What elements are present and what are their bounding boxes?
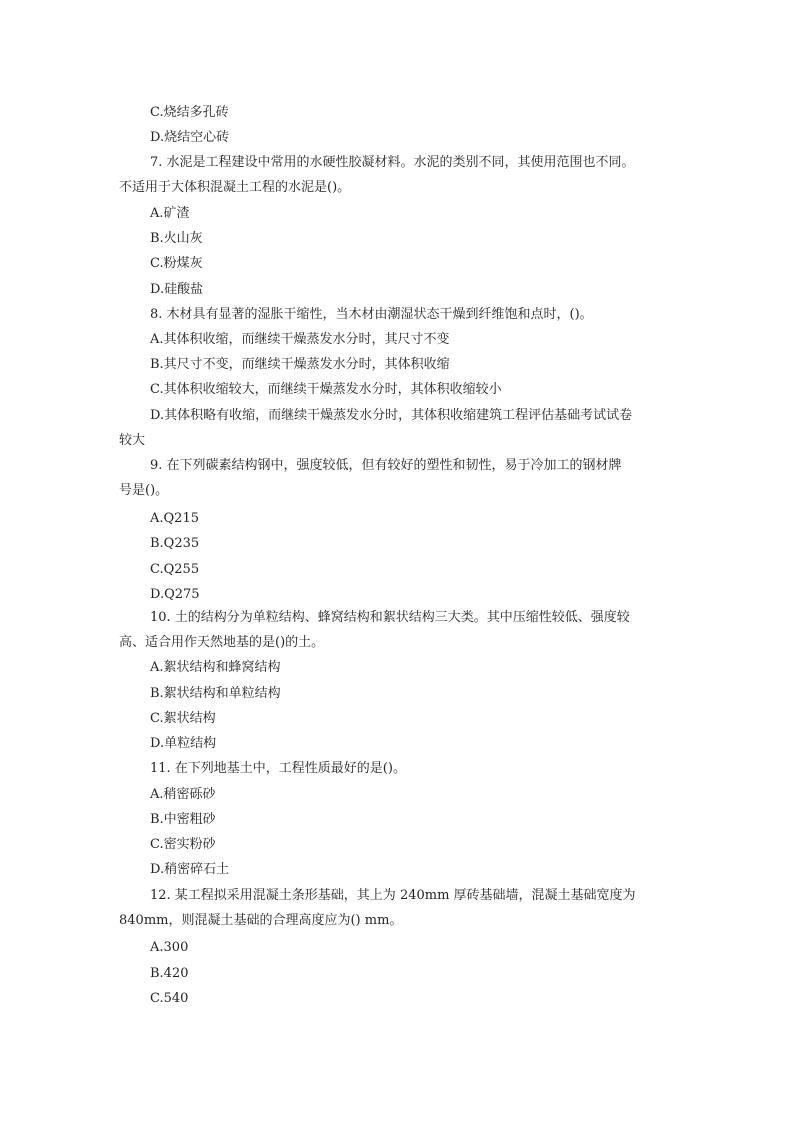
option-d: D.其体积略有收缩，而继续干燥蒸发水分时，其体积收缩建筑工程评估基础考试试卷: [150, 408, 633, 423]
question-11: 11. 在下列地基土中，工程性质最好的是()。: [150, 761, 406, 776]
option-a: A.稍密砾砂: [150, 787, 216, 802]
option-c: C.粉煤灰: [150, 256, 203, 271]
option-c: C.其体积收缩较大，而继续干燥蒸发水分时，其体积收缩较小: [150, 382, 502, 397]
question-12: 12. 某工程拟采用混凝土条形基础，其上为 240mm 厚砖基础墙，混凝土基础宽度为: [150, 888, 636, 903]
option-d: D.稍密碎石土: [150, 862, 230, 877]
option-d: D.Q275: [150, 587, 200, 602]
option-b: B.火山灰: [150, 231, 203, 246]
option-b: B.其尺寸不变，而继续干燥蒸发水分时，其体积收缩: [150, 357, 450, 372]
option-b: B.420: [150, 966, 189, 981]
option-b: B.Q235: [150, 536, 200, 551]
question-7: 7. 水泥是工程建设中常用的水硬性胶凝材料。水泥的类别不同，其使用范围也不同。: [150, 155, 635, 170]
option-c: C.540: [150, 991, 189, 1006]
option-b: B.中密粗砂: [150, 812, 216, 827]
option-c: C.絮状结构: [150, 711, 216, 726]
option-d-continued: 较大: [119, 433, 146, 448]
question-9: 9. 在下列碳素结构钢中，强度较低，但有较好的塑性和韧性，易于冷加工的钢材牌: [150, 458, 622, 473]
question-8: 8. 木材具有显著的湿胀干缩性，当木材由潮湿状态干燥到纤维饱和点时，()。: [150, 307, 593, 322]
option-a: A.絮状结构和蜂窝结构: [150, 660, 281, 675]
question-9-continued: 号是()。: [119, 483, 169, 498]
option-c: C.密实粉砂: [150, 837, 216, 852]
option-a: A.300: [150, 940, 189, 955]
option-a: A.其体积收缩，而继续干燥蒸发水分时，其尺寸不变: [150, 332, 450, 347]
question-12-continued: 840mm，则混凝土基础的合理高度应为() mm。: [119, 913, 403, 928]
option-d: D.硅酸盐: [150, 282, 204, 297]
option-d: D.单粒结构: [150, 736, 217, 751]
question-10: 10. 土的结构分为单粒结构、蜂窝结构和絮状结构三大类。其中压缩性较低、强度较: [150, 610, 630, 625]
option-d: D.烧结空心砖: [150, 130, 230, 145]
option-c: C.Q255: [150, 562, 200, 577]
question-7-continued: 不适用于大体积混凝土工程的水泥是()。: [119, 180, 351, 195]
option-a: A.矿渣: [150, 206, 190, 221]
option-c: C.烧结多孔砖: [150, 105, 229, 120]
option-b: B.絮状结构和单粒结构: [150, 686, 281, 701]
option-a: A.Q215: [150, 511, 199, 526]
question-10-continued: 高、适合用作天然地基的是()的土。: [119, 635, 325, 650]
